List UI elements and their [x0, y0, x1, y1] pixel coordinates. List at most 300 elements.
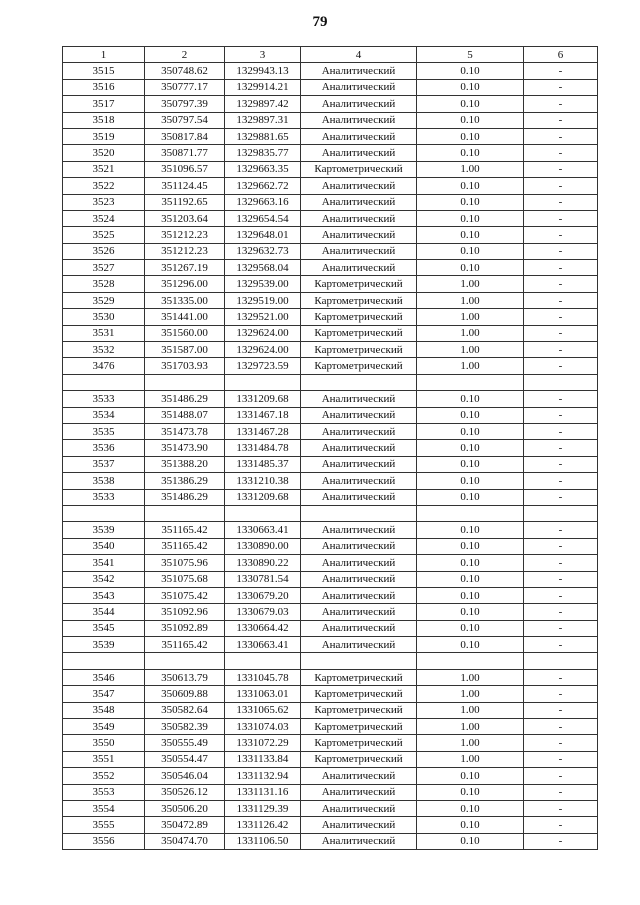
table-cell: 1330890.22 — [225, 555, 301, 571]
table-cell: 3533 — [63, 391, 145, 407]
table-cell: 1.00 — [417, 342, 524, 358]
table-cell — [417, 374, 524, 390]
table-row — [63, 768, 598, 784]
table-cell: 351587.00 — [145, 342, 225, 358]
table-cell: Аналитический — [301, 128, 417, 144]
table-cell: Картометрический — [301, 325, 417, 341]
table-cell: Картометрический — [301, 669, 417, 685]
table-cell: 351096.57 — [145, 161, 225, 177]
table-cell: 3539 — [63, 637, 145, 653]
table-cell: Аналитический — [301, 538, 417, 554]
table-cell: 1.00 — [417, 735, 524, 751]
table-row — [63, 63, 598, 79]
table-cell: 0.10 — [417, 817, 524, 833]
table-cell: 3534 — [63, 407, 145, 423]
table-cell: Аналитический — [301, 571, 417, 587]
table-cell: 351165.42 — [145, 522, 225, 538]
header-cell: 3 — [225, 47, 301, 63]
table-cell: - — [524, 260, 598, 276]
table-cell: - — [524, 194, 598, 210]
table-cell: 3533 — [63, 489, 145, 505]
table-cell: 1329835.77 — [225, 145, 301, 161]
table-cell: 350506.20 — [145, 800, 225, 816]
table-row — [63, 751, 598, 767]
table-cell: 3551 — [63, 751, 145, 767]
table-cell: 3520 — [63, 145, 145, 161]
table-cell: 350555.49 — [145, 735, 225, 751]
table-cell: Аналитический — [301, 768, 417, 784]
table-cell: 351386.29 — [145, 473, 225, 489]
table-row — [63, 817, 598, 833]
table-cell: 3532 — [63, 342, 145, 358]
table-cell: Аналитический — [301, 555, 417, 571]
table-row — [63, 128, 598, 144]
table-cell: Аналитический — [301, 260, 417, 276]
table-cell: 351203.64 — [145, 210, 225, 226]
table-cell: Аналитический — [301, 145, 417, 161]
table-cell: 351486.29 — [145, 391, 225, 407]
table-cell — [145, 653, 225, 669]
table-cell: 3555 — [63, 817, 145, 833]
table-cell: 3526 — [63, 243, 145, 259]
table-cell: 0.10 — [417, 407, 524, 423]
table-cell: 1331063.01 — [225, 686, 301, 702]
table-cell: 1329914.21 — [225, 79, 301, 95]
table-cell: 0.10 — [417, 784, 524, 800]
table-row — [63, 374, 598, 390]
table-cell: 1329723.59 — [225, 358, 301, 374]
table-cell: 351075.42 — [145, 587, 225, 603]
table-cell: 3540 — [63, 538, 145, 554]
table-cell: 3537 — [63, 456, 145, 472]
table-cell: - — [524, 833, 598, 849]
table-cell: 1.00 — [417, 719, 524, 735]
table-cell: - — [524, 145, 598, 161]
header-cell: 5 — [417, 47, 524, 63]
table-cell: 3516 — [63, 79, 145, 95]
table-cell: 1331065.62 — [225, 702, 301, 718]
table-cell: 1.00 — [417, 669, 524, 685]
table-cell: Аналитический — [301, 79, 417, 95]
table-row — [63, 489, 598, 505]
table-cell: 3528 — [63, 276, 145, 292]
table-row — [63, 784, 598, 800]
table-row — [63, 96, 598, 112]
table-cell: 1329663.16 — [225, 194, 301, 210]
table-row — [63, 276, 598, 292]
table-cell: Аналитический — [301, 637, 417, 653]
table-cell: 1329943.13 — [225, 63, 301, 79]
table-cell: 350817.84 — [145, 128, 225, 144]
table-cell: - — [524, 276, 598, 292]
table-cell: - — [524, 309, 598, 325]
table-cell — [301, 653, 417, 669]
table-cell: 1330679.03 — [225, 604, 301, 620]
table-cell: - — [524, 456, 598, 472]
table-row — [63, 587, 598, 603]
table-cell: 1329632.73 — [225, 243, 301, 259]
table-cell: 350546.04 — [145, 768, 225, 784]
table-row — [63, 800, 598, 816]
table-cell: - — [524, 587, 598, 603]
table-cell: 0.10 — [417, 391, 524, 407]
table-cell: Картометрический — [301, 292, 417, 308]
table-row — [63, 112, 598, 128]
table-cell: 351075.96 — [145, 555, 225, 571]
table-cell: 3539 — [63, 522, 145, 538]
table-cell — [145, 374, 225, 390]
table-cell: 0.10 — [417, 587, 524, 603]
table-cell: 1.00 — [417, 702, 524, 718]
table-cell: Аналитический — [301, 63, 417, 79]
table-row — [63, 669, 598, 685]
table-cell: 3556 — [63, 833, 145, 849]
table-cell: 3535 — [63, 423, 145, 439]
table-cell: 3547 — [63, 686, 145, 702]
table-cell: - — [524, 817, 598, 833]
table-cell — [225, 505, 301, 521]
table-cell: - — [524, 800, 598, 816]
table-cell: 0.10 — [417, 227, 524, 243]
table-cell: 350797.39 — [145, 96, 225, 112]
table-row — [63, 178, 598, 194]
table-cell: 0.10 — [417, 637, 524, 653]
table-cell: 1330664.42 — [225, 620, 301, 636]
table-cell: 3542 — [63, 571, 145, 587]
table-row — [63, 407, 598, 423]
table-cell: Аналитический — [301, 243, 417, 259]
table-cell: - — [524, 243, 598, 259]
table-cell: 1330781.54 — [225, 571, 301, 587]
table-row — [63, 555, 598, 571]
table-row — [63, 686, 598, 702]
table-cell: - — [524, 768, 598, 784]
table-cell: - — [524, 128, 598, 144]
table-cell: 1331132.94 — [225, 768, 301, 784]
table-header — [63, 47, 598, 63]
table-cell: 0.10 — [417, 571, 524, 587]
table-cell: Аналитический — [301, 227, 417, 243]
table-cell: 1331467.18 — [225, 407, 301, 423]
table-cell: 351441.00 — [145, 309, 225, 325]
table-cell: - — [524, 473, 598, 489]
table-row — [63, 833, 598, 849]
table-cell: 351212.23 — [145, 227, 225, 243]
table-cell: 3554 — [63, 800, 145, 816]
table-cell: 3515 — [63, 63, 145, 79]
table-cell: 3521 — [63, 161, 145, 177]
table-cell: - — [524, 751, 598, 767]
table-body — [63, 63, 598, 850]
table-cell: 3517 — [63, 96, 145, 112]
table-cell: 1331106.50 — [225, 833, 301, 849]
table-cell: 3550 — [63, 735, 145, 751]
table-cell: - — [524, 571, 598, 587]
table-cell: 350797.54 — [145, 112, 225, 128]
table-cell: Аналитический — [301, 587, 417, 603]
table-cell: 1331210.38 — [225, 473, 301, 489]
table-cell: 1329519.00 — [225, 292, 301, 308]
table-cell: Аналитический — [301, 391, 417, 407]
table-cell: 1.00 — [417, 276, 524, 292]
table-cell: Аналитический — [301, 800, 417, 816]
table-cell: - — [524, 784, 598, 800]
table-cell: 350871.77 — [145, 145, 225, 161]
table-cell: 351165.42 — [145, 637, 225, 653]
table-row — [63, 456, 598, 472]
header-row — [63, 47, 598, 63]
table-cell — [524, 653, 598, 669]
table-cell: Аналитический — [301, 440, 417, 456]
table-cell: Аналитический — [301, 456, 417, 472]
table-cell: - — [524, 522, 598, 538]
table-cell: 1329624.00 — [225, 325, 301, 341]
table-cell: 351092.89 — [145, 620, 225, 636]
table-row — [63, 538, 598, 554]
table-cell: 0.10 — [417, 178, 524, 194]
table-row — [63, 620, 598, 636]
table-cell: 1.00 — [417, 325, 524, 341]
table-row — [63, 653, 598, 669]
table-row — [63, 227, 598, 243]
table-cell: 350748.62 — [145, 63, 225, 79]
table-cell: 0.10 — [417, 194, 524, 210]
table-cell: 3527 — [63, 260, 145, 276]
table-cell: - — [524, 620, 598, 636]
table-cell: Аналитический — [301, 833, 417, 849]
table-cell: - — [524, 555, 598, 571]
table-cell: Аналитический — [301, 423, 417, 439]
table-cell: Картометрический — [301, 309, 417, 325]
table-cell: Картометрический — [301, 276, 417, 292]
table-cell: 1329881.65 — [225, 128, 301, 144]
table-cell: 1331485.37 — [225, 456, 301, 472]
table-cell: 1.00 — [417, 686, 524, 702]
table-cell: 1329648.01 — [225, 227, 301, 243]
table-cell: 351192.65 — [145, 194, 225, 210]
table-cell: Картометрический — [301, 719, 417, 735]
table-cell: 1331129.39 — [225, 800, 301, 816]
table-cell: - — [524, 96, 598, 112]
table-cell: 3546 — [63, 669, 145, 685]
table-cell: Картометрический — [301, 358, 417, 374]
table-row — [63, 571, 598, 587]
table-cell: - — [524, 112, 598, 128]
table-row — [63, 325, 598, 341]
table-cell: 1329897.42 — [225, 96, 301, 112]
table-cell: - — [524, 604, 598, 620]
table-cell: 1329539.00 — [225, 276, 301, 292]
table-cell: 351124.45 — [145, 178, 225, 194]
table-cell: 3549 — [63, 719, 145, 735]
table-cell: - — [524, 391, 598, 407]
table-cell: 0.10 — [417, 768, 524, 784]
table-cell: 3476 — [63, 358, 145, 374]
table-cell — [225, 374, 301, 390]
table-cell: Аналитический — [301, 473, 417, 489]
table-cell: 3544 — [63, 604, 145, 620]
table-cell: 350613.79 — [145, 669, 225, 685]
table-cell: 350609.88 — [145, 686, 225, 702]
table-cell: 1.00 — [417, 358, 524, 374]
table-cell — [225, 653, 301, 669]
table-cell: - — [524, 292, 598, 308]
table-cell: - — [524, 407, 598, 423]
table-cell: 1331209.68 — [225, 489, 301, 505]
table-cell: - — [524, 489, 598, 505]
table-cell — [145, 505, 225, 521]
table-row — [63, 505, 598, 521]
table-cell: - — [524, 686, 598, 702]
table-row — [63, 309, 598, 325]
table-cell: 0.10 — [417, 96, 524, 112]
table-cell: 351165.42 — [145, 538, 225, 554]
table-row — [63, 440, 598, 456]
table-cell: 351212.23 — [145, 243, 225, 259]
table-cell: 351075.68 — [145, 571, 225, 587]
table-cell: Картометрический — [301, 342, 417, 358]
table-cell: - — [524, 161, 598, 177]
table-cell: 1331467.28 — [225, 423, 301, 439]
table-cell: 351388.20 — [145, 456, 225, 472]
table-cell: - — [524, 227, 598, 243]
table-cell: 1330663.41 — [225, 522, 301, 538]
table-cell: - — [524, 735, 598, 751]
table-cell: - — [524, 423, 598, 439]
table-cell: Аналитический — [301, 604, 417, 620]
table-cell: 3541 — [63, 555, 145, 571]
table-cell: 0.10 — [417, 800, 524, 816]
table-cell: 351335.00 — [145, 292, 225, 308]
table-row — [63, 702, 598, 718]
table-cell: 1329662.72 — [225, 178, 301, 194]
table-cell: Аналитический — [301, 96, 417, 112]
table-cell: 3553 — [63, 784, 145, 800]
table-cell: 1.00 — [417, 292, 524, 308]
table-cell: 3545 — [63, 620, 145, 636]
table-row — [63, 210, 598, 226]
table-cell — [63, 653, 145, 669]
table-cell: 3525 — [63, 227, 145, 243]
table-row — [63, 473, 598, 489]
table-row — [63, 423, 598, 439]
table-cell: - — [524, 325, 598, 341]
table-cell: 351267.19 — [145, 260, 225, 276]
table-row — [63, 342, 598, 358]
table-cell: - — [524, 79, 598, 95]
table-cell: - — [524, 440, 598, 456]
table-cell: Картометрический — [301, 735, 417, 751]
table-cell: - — [524, 210, 598, 226]
table-row — [63, 637, 598, 653]
table-cell: 1330890.00 — [225, 538, 301, 554]
table-cell: 3529 — [63, 292, 145, 308]
table-cell: Картометрический — [301, 702, 417, 718]
table-cell: 1329654.54 — [225, 210, 301, 226]
table-cell: - — [524, 538, 598, 554]
table-cell: 3552 — [63, 768, 145, 784]
table-cell: - — [524, 669, 598, 685]
table-cell: 1331484.78 — [225, 440, 301, 456]
table-cell: 1331131.16 — [225, 784, 301, 800]
table-cell: 350777.17 — [145, 79, 225, 95]
table-cell: 0.10 — [417, 128, 524, 144]
table-cell: 3519 — [63, 128, 145, 144]
table-cell: 3531 — [63, 325, 145, 341]
table-cell: 0.10 — [417, 112, 524, 128]
table-cell: 0.10 — [417, 79, 524, 95]
table-cell: 351473.78 — [145, 423, 225, 439]
table-cell: 1331209.68 — [225, 391, 301, 407]
table-cell: 0.10 — [417, 538, 524, 554]
table-cell: 0.10 — [417, 243, 524, 259]
table-row — [63, 79, 598, 95]
table-cell: 3536 — [63, 440, 145, 456]
table-cell: 3543 — [63, 587, 145, 603]
header-cell: 2 — [145, 47, 225, 63]
table-cell: Картометрический — [301, 161, 417, 177]
table-cell: 351486.29 — [145, 489, 225, 505]
table-cell — [301, 505, 417, 521]
table-cell — [417, 505, 524, 521]
table-cell: 0.10 — [417, 423, 524, 439]
table-row — [63, 243, 598, 259]
table-cell: 1331074.03 — [225, 719, 301, 735]
table-cell: 0.10 — [417, 555, 524, 571]
table-cell: Аналитический — [301, 407, 417, 423]
table-row — [63, 260, 598, 276]
table-row — [63, 358, 598, 374]
table-cell: 1330663.41 — [225, 637, 301, 653]
page-number: 79 — [312, 14, 328, 30]
table-cell: Картометрический — [301, 751, 417, 767]
table-cell — [63, 505, 145, 521]
table-cell: 350474.70 — [145, 833, 225, 849]
table-cell: 351296.00 — [145, 276, 225, 292]
coordinates-table — [62, 46, 598, 850]
table-cell: Аналитический — [301, 817, 417, 833]
header-cell: 4 — [301, 47, 417, 63]
table-row — [63, 719, 598, 735]
table-cell: 350472.89 — [145, 817, 225, 833]
table-cell: - — [524, 702, 598, 718]
table-cell: 351560.00 — [145, 325, 225, 341]
table-cell: Аналитический — [301, 210, 417, 226]
table-cell: 3538 — [63, 473, 145, 489]
table-row — [63, 604, 598, 620]
header-cell: 1 — [63, 47, 145, 63]
table-cell: 1329624.00 — [225, 342, 301, 358]
table-cell: 0.10 — [417, 440, 524, 456]
table-cell: 350554.47 — [145, 751, 225, 767]
table-cell: 1.00 — [417, 309, 524, 325]
table-cell: 0.10 — [417, 833, 524, 849]
table-cell: - — [524, 178, 598, 194]
table-row — [63, 735, 598, 751]
table-row — [63, 522, 598, 538]
table-cell: 3524 — [63, 210, 145, 226]
table-cell: 0.10 — [417, 456, 524, 472]
table-cell: 0.10 — [417, 145, 524, 161]
table-cell — [301, 374, 417, 390]
table-cell: 0.10 — [417, 63, 524, 79]
table-cell: 0.10 — [417, 604, 524, 620]
table-cell: 1331126.42 — [225, 817, 301, 833]
table-cell — [524, 374, 598, 390]
table-cell: 1.00 — [417, 161, 524, 177]
table-cell: 0.10 — [417, 473, 524, 489]
table-cell: 3548 — [63, 702, 145, 718]
